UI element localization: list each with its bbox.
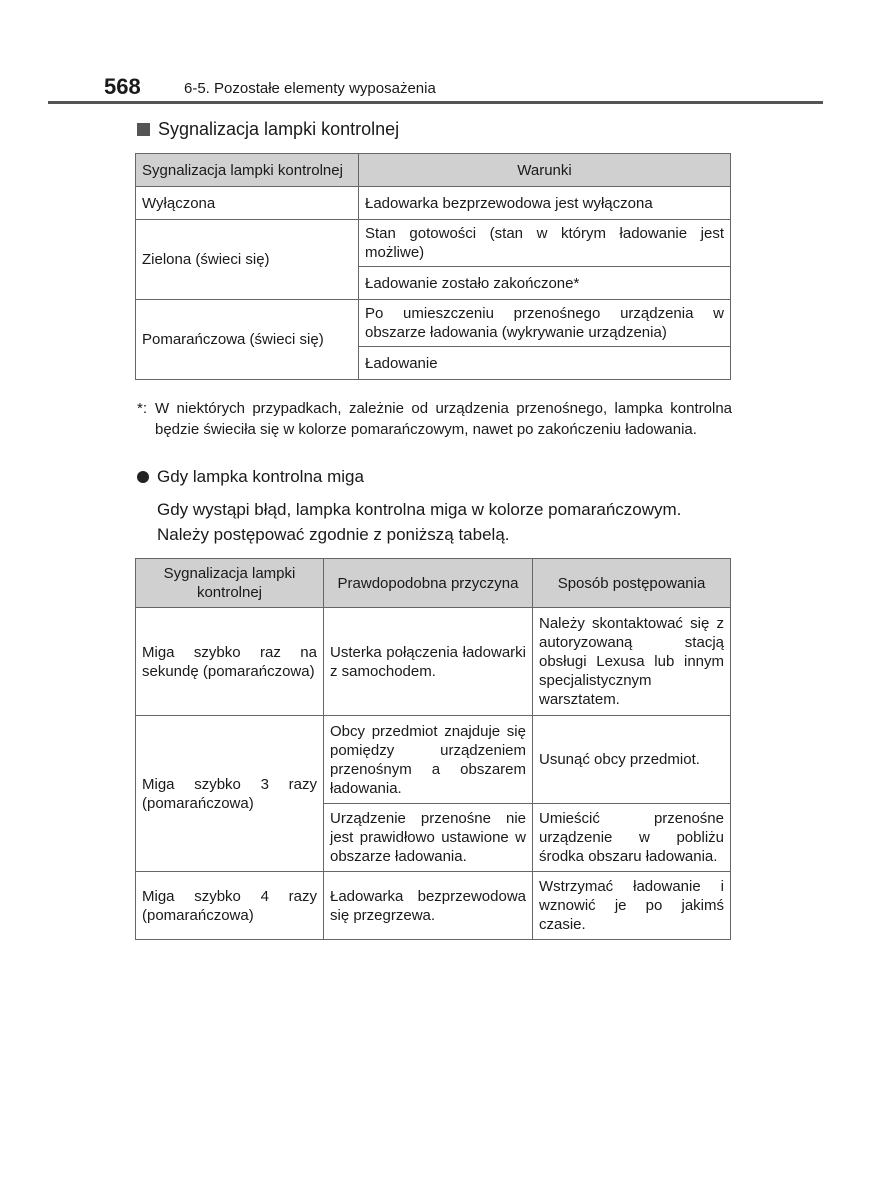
column-header: Sygnalizacja lampki kontrolnej	[136, 154, 359, 187]
condition-cell: Po umieszczeniu przenośnego urządzenia w obszarze ładowania (wykrywanie urządzenia)	[359, 300, 731, 347]
heading-text: Sygnalizacja lampki kontrolnej	[158, 119, 400, 139]
signal-cell: Miga szybko raz na sekundę (pomarańczowa)	[136, 608, 324, 716]
heading-text: Gdy lampka kontrolna miga	[157, 467, 364, 486]
table-row	[136, 220, 731, 267]
cause-cell: Urządzenie przenośne nie jest prawidłowo ustawione w obszarze ładowania.	[324, 804, 533, 872]
signal-cell: Miga szybko 4 razy (pomarańczowa)	[136, 872, 324, 940]
footnote-mark: *:	[137, 400, 148, 417]
signal-cell: Miga szybko 3 razy (pomarańczowa)	[136, 716, 324, 872]
column-header: Warunki	[359, 154, 731, 187]
column-header: Sygnalizacja lampki kontrolnej	[136, 559, 324, 608]
table-row	[136, 872, 731, 940]
state-cell: Pomarańczowa (świeci się)	[136, 300, 359, 380]
column-header: Prawdopodobna przyczyna	[324, 559, 533, 608]
condition-cell: Stan gotowości (stan w którym ładowanie jest możliwe)	[359, 220, 731, 267]
table-header-row	[136, 154, 731, 187]
heading-indicator-signals	[137, 119, 399, 140]
header-rule	[48, 101, 823, 104]
section-title: 6-5. Pozostałe elementy wyposażenia	[184, 80, 436, 97]
action-cell: Wstrzymać ładowanie i wznowić je po jakimś czasie.	[533, 872, 731, 940]
page-number: 568	[104, 74, 141, 99]
table-header-row	[136, 559, 731, 608]
footnote-text: W niektórych przypadkach, zależnie od urządzenia przenośnego, lampka kontrolna będzie świeciła się w kolorze pomarańczowym, nawet po zakończeniu ładowania.	[155, 400, 732, 438]
table-row	[136, 300, 731, 347]
heading-blinking	[137, 467, 364, 487]
cause-cell: Obcy przedmiot znajduje się pomiędzy urządzeniem przenośnym a obszarem ładowania.	[324, 716, 533, 804]
action-cell: Umieścić przenośne urządzenie w pobliżu środka obszaru ładowania.	[533, 804, 731, 872]
page-header	[100, 74, 822, 104]
cause-cell: Usterka połączenia ładowarki z samochodem.	[324, 608, 533, 716]
table-row	[136, 716, 731, 804]
state-cell: Zielona (świeci się)	[136, 220, 359, 300]
condition-cell: Ładowanie zostało zakończone*	[359, 267, 731, 300]
condition-cell: Ładowarka bezprzewodowa jest wyłączona	[359, 187, 731, 220]
column-header: Sposób postępowania	[533, 559, 731, 608]
action-cell: Należy skontaktować się z autoryzowaną stacją obsługi Lexusa lub innym specjalistycznym warsztatem.	[533, 608, 731, 716]
table-row	[136, 187, 731, 220]
state-cell: Wyłączona	[136, 187, 359, 220]
action-cell: Usunąć obcy przedmiot.	[533, 716, 731, 804]
body-paragraph: Gdy wystąpi błąd, lampka kontrolna miga w kolorze pomarańczowym. Należy postępować zgodnie z poniższą tabelą.	[157, 500, 682, 544]
footnote	[137, 398, 732, 440]
blink-table	[135, 558, 731, 940]
circle-bullet-icon	[137, 471, 149, 483]
cause-cell: Ładowarka bezprzewodowa się przegrzewa.	[324, 872, 533, 940]
condition-cell: Ładowanie	[359, 347, 731, 380]
indicator-table	[135, 153, 731, 380]
square-bullet-icon	[137, 123, 150, 136]
table-row	[136, 608, 731, 716]
